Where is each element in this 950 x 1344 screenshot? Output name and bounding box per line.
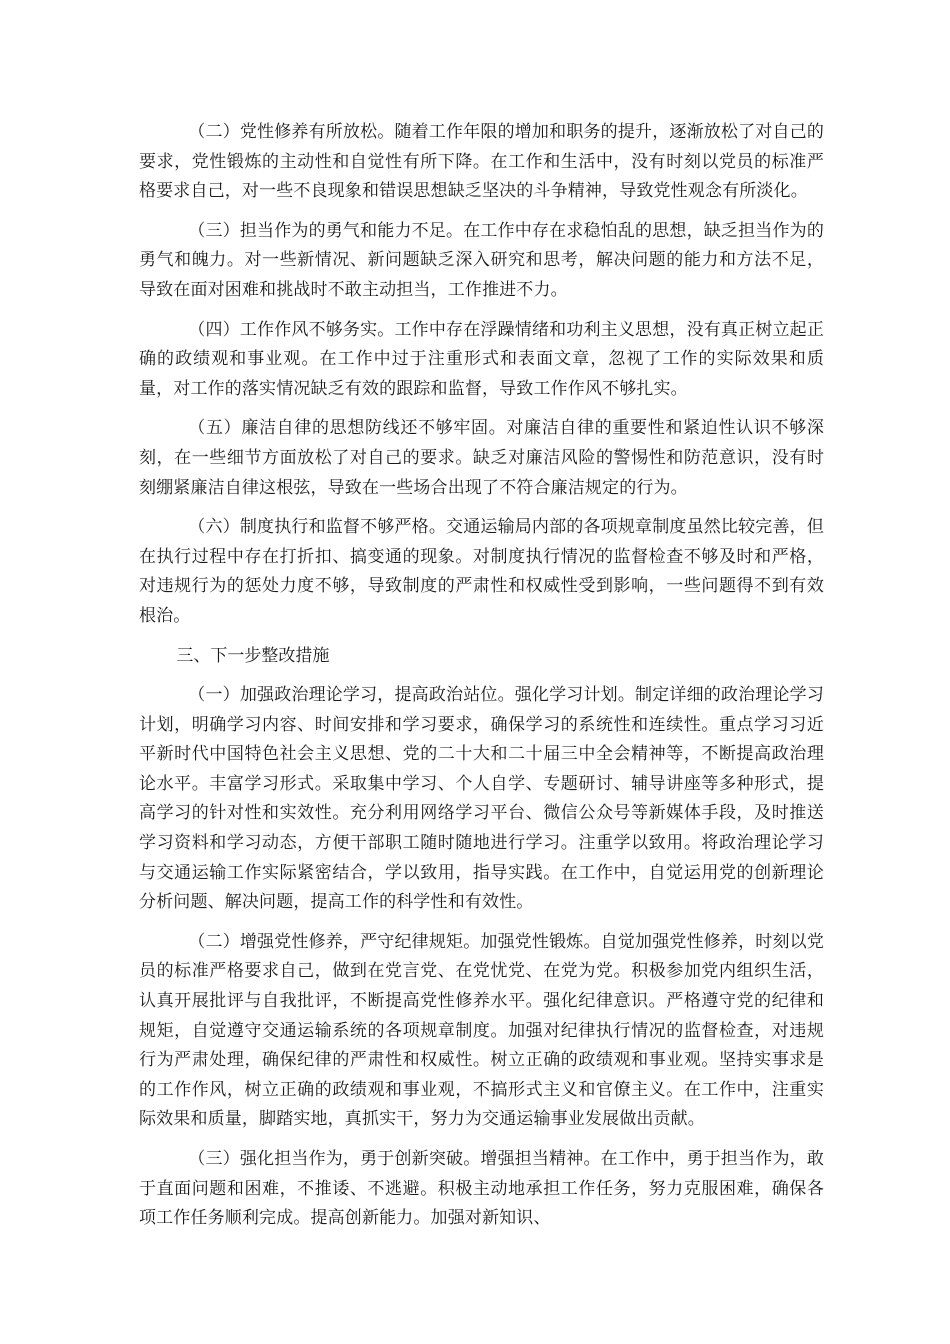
measure-innovation: （三）强化担当作为，勇于创新突破。增强担当精神。在工作中，勇于担当作为，敢于直面问题和困难，不推诿、不逃避。积极主动地承担工作任务，努力克服困难，确保各项工作任务顺利完成。提高创新能力。加强对新知识、: [139, 1149, 824, 1229]
measure-party-discipline: （二）增强党性修养，严守纪律规矩。加强党性锻炼。自觉加强党性修养，时刻以党员的标准严格要求自己，做到在党言党、在党忧党、在党为党。积极参加党内组织生活，认真开展批评与自我批评，不断提高党性修养水平。强化纪律意识。严格遵守党的纪律和规矩，自觉遵守交通运输系统的各项规章制度。加强对纪律执行情况的监督检查，对违规行为严肃处理，确保纪律的严肃性和权威性。树立正确的政绩观和事业观。坚持实事求是的工作作风，树立正确的政绩观和事业观，不搞形式主义和官僚主义。在工作中，注重实际效果和质量，脚踏实地，真抓实干，努力为交通运输事业发展做出贡献。: [139, 931, 824, 1130]
paragraph-party-cultivation: （二）党性修养有所放松。随着工作年限的增加和职务的提升，逐渐放松了对自己的要求，党性锻炼的主动性和自觉性有所下降。在工作和生活中，没有时刻以党员的标准严格要求自己，对一些不良现象和错误思想缺乏坚决的斗争精神，导致党性观念有所淡化。: [139, 122, 824, 202]
paragraph-work-style: （四）工作作风不够务实。工作中存在浮躁情绪和功利主义思想，没有真正树立起正确的政绩观和事业观。在工作中过于注重形式和表面文章，忽视了工作的实际效果和质量，对工作的落实情况缺乏有效的跟踪和监督，导致工作作风不够扎实。: [139, 319, 824, 399]
section-heading: 三、下一步整改措施: [176, 645, 330, 666]
document-body: [139, 118, 824, 1244]
paragraph-system-execution: （六）制度执行和监督不够严格。交通运输局内部的各项规章制度虽然比较完善，但在执行过程中存在打折扣、搞变通的现象。对制度执行情况的监督检查不够及时和严格，对违规行为的惩处力度不够，导致制度的严肃性和权威性受到影响，一些问题得不到有效根治。: [139, 517, 824, 626]
paragraph-responsibility: （三）担当作为的勇气和能力不足。在工作中存在求稳怕乱的思想，缺乏担当作为的勇气和魄力。对一些新情况、新问题缺乏深入研究和思考，解决问题的能力和方法不足，导致在面对困难和挑战时不敢主动担当，工作推进不力。: [139, 220, 824, 300]
measure-political-study: （一）加强政治理论学习，提高政治站位。强化学习计划。制定详细的政治理论学习计划，明确学习内容、时间安排和学习要求，确保学习的系统性和连续性。重点学习习近平新时代中国特色社会主义思想、党的二十大和二十届三中全会精神等，不断提高政治理论水平。丰富学习形式。采取集中学习、个人自学、专题研讨、辅导讲座等多种形式，提高学习的针对性和实效性。充分利用网络学习平台、微信公众号等新媒体手段，及时推送学习资料和学习动态，方便干部职工随时随地进行学习。注重学以致用。将政治理论学习与交通运输工作实际紧密结合，学以致用，指导实践。在工作中，自觉运用党的创新理论分析问题、解决问题，提高工作的科学性和有效性。: [139, 685, 824, 913]
paragraph-integrity: （五）廉洁自律的思想防线还不够牢固。对廉洁自律的重要性和紧迫性认识不够深刻，在一些细节方面放松了对自己的要求。缺乏对廉洁风险的警惕性和防范意识，没有时刻绷紧廉洁自律这根弦，导致在一些场合出现了不符合廉洁规定的行为。: [139, 418, 824, 498]
